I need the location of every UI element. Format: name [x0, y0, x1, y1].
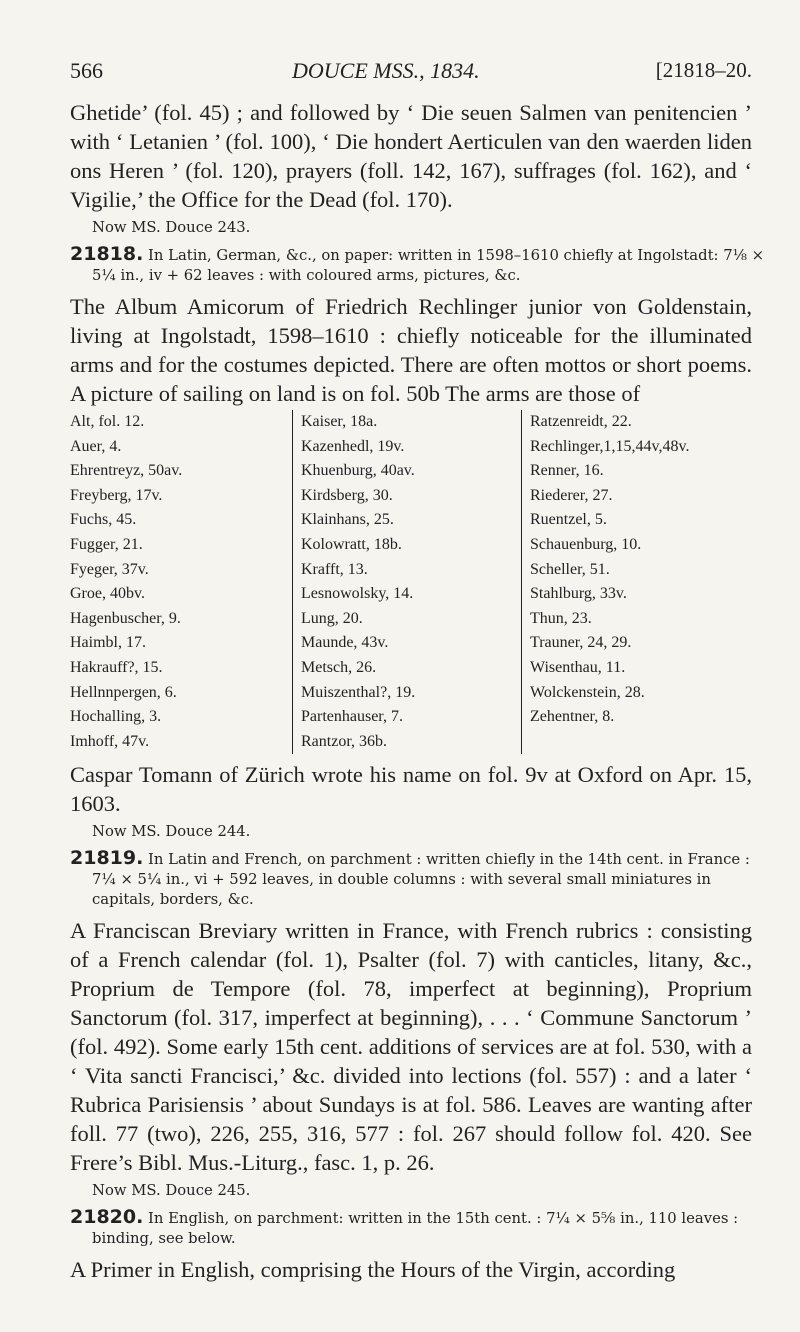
arms-entry: Rantzor, 36b.: [301, 732, 388, 750]
arms-entry: Khuenburg, 40av.: [301, 462, 415, 480]
arms-column-3: [521, 410, 760, 754]
arms-entry: Lesnowolsky, 14.: [301, 585, 414, 603]
arms-entry: Fugger, 21.: [70, 535, 143, 553]
arms-entry: Hochalling, 3.: [70, 708, 162, 726]
arms-entry: Groe, 40bv.: [70, 585, 145, 603]
arms-entry: Scheller, 51.: [530, 560, 610, 578]
entry-21820-description: [70, 1207, 774, 1249]
arms-entry: Schauenburg, 10.: [530, 535, 642, 553]
shelfmark-244: Now MS. Douce 244.: [92, 823, 251, 840]
shelfmark-243: Now MS. Douce 243.: [92, 219, 251, 236]
arms-column-1: [70, 410, 250, 754]
entry-21818-desc-text: In Latin, German, &c., on paper: written in 1598–1610 chiefly at Ingolstadt: 7⅛ × 5¼ in., iv + 62 leaves : with coloured arms, pictures, &c.: [92, 247, 765, 284]
arms-entry: Ruentzel, 5.: [530, 511, 607, 529]
running-title: DOUCE MSS., 1834.: [292, 58, 480, 83]
arms-entry: Metsch, 26.: [301, 658, 377, 676]
entry-21819-body: A Franciscan Breviary written in France, with French rubrics : consisting of a French calendar (fol. 1), Psalter (fol. 7) with canticles, litany, &c., Proprium de Tempore (fol. 78, imperfect at beginning), Proprium Sanctorum (fol. 317, imperfect at beginning), . . . ‘ Commune Sanctorum ’ (fol. 492). Some early 15th cent. additions of services are at fol. 530, with a ‘ Vita sancti Francisci,’ &c. divided into lections (fol. 557) : and a later ‘ Rubrica Parisiensis ’ about Sundays is at fol. 586. Leaves are wanting after foll. 77 (two), 226, 255, 316, 577 : fol. 267 should follow fol. 420. See Frere’s Bibl. Mus.-Liturg., fasc. 1, p. 26.: [70, 918, 752, 1175]
arms-entry: Partenhauser, 7.: [301, 708, 403, 726]
entry-21818-closing: Caspar Tomann of Zürich wrote his name on fol. 9v at Oxford on Apr. 15, 1603.: [70, 762, 752, 816]
entry-21820-number: 21820.: [70, 1206, 144, 1228]
arms-entry: Riederer, 27.: [530, 486, 613, 504]
arms-entry: Haimbl, 17.: [70, 634, 146, 652]
entry-21818-number: 21818.: [70, 243, 144, 265]
arms-entry: Wisenthau, 11.: [530, 658, 626, 676]
arms-entry: Lung, 20.: [301, 609, 363, 627]
arms-entry: Stahlburg, 33v.: [530, 585, 627, 603]
arms-entry: Rechlinger,1,15,44v,48v.: [530, 437, 690, 455]
entry-range: [21818–20.: [655, 58, 752, 82]
entry-21819-desc-text: In Latin and French, on parchment : written chiefly in the 14th cent. in France : 7¼ × 5¼ in., vi + 592 leaves, in double columns : with several small miniatures in capitals, borders, &c.: [92, 851, 750, 908]
arms-entry: Hellnnpergen, 6.: [70, 683, 177, 701]
arms-entry: Hagenbuscher, 9.: [70, 609, 181, 627]
arms-entry: Kazenhedl, 19v.: [301, 437, 405, 455]
arms-entry: Ratzenreidt, 22.: [530, 413, 632, 430]
arms-entry: Renner, 16.: [530, 462, 604, 480]
entry-21818-body: The Album Amicorum of Friedrich Rechlinger junior von Goldenstain, living at Ingolstadt, 1598–1610 : chiefly noticeable for the illuminated arms and for the costumes depicted. There are often mottos or short poems. A picture of sailing on land is on fol. 50b The arms are those of: [70, 294, 752, 406]
running-header: [70, 58, 752, 88]
arms-entry: Ehrentreyz, 50av.: [70, 462, 183, 480]
arms-entry: Hakrauff?, 15.: [70, 658, 163, 676]
arms-entry: Trauner, 24, 29.: [530, 634, 632, 652]
page-number: 566: [70, 58, 103, 83]
arms-entry: Fyeger, 37v.: [70, 560, 149, 578]
arms-entry: Kirdsberg, 30.: [301, 486, 393, 504]
arms-entry: Wolckenstein, 28.: [530, 683, 645, 701]
entry-21820-body: A Primer in English, comprising the Hours of the Virgin, according: [70, 1257, 676, 1282]
entry-21820-desc-text: In English, on parchment: written in the 15th cent. : 7¼ × 5⅝ in., 110 leaves : binding, see below.: [92, 1210, 739, 1247]
arms-entry: Freyberg, 17v.: [70, 486, 163, 504]
arms-table: [70, 410, 752, 758]
shelfmark-245: Now MS. Douce 245.: [92, 1182, 251, 1199]
arms-entry: Klainhans, 25.: [301, 511, 394, 529]
arms-entry: Krafft, 13.: [301, 560, 368, 578]
arms-entry: Auer, 4.: [70, 437, 122, 455]
arms-entry: Thun, 23.: [530, 609, 592, 627]
arms-column-2: [292, 410, 511, 754]
entry-21819-number: 21819.: [70, 847, 144, 869]
arms-entry: Imhoff, 47v.: [70, 732, 150, 750]
intro-paragraph: Ghetide’ (fol. 45) ; and followed by ‘ Die seuen Salmen van penitencien ’ with ‘ Letanien ’ (fol. 100), ‘ Die hondert Aerticulen van den waerden liden ons Heren ’ (fol. 120), prayers (foll. 142, 167), suffrages (fol. 162), and ‘ Vigilie,’ the Office for the Dead (fol. 170).: [70, 100, 752, 212]
arms-entry: Kaiser, 18a.: [301, 413, 378, 430]
arms-entry: Muiszenthal?, 19.: [301, 683, 416, 701]
arms-entry: Kolowratt, 18b.: [301, 535, 402, 553]
entry-21819-description: [70, 848, 774, 910]
arms-entry: Maunde, 43v.: [301, 634, 389, 652]
arms-entry: Fuchs, 45.: [70, 511, 137, 529]
arms-entry: Zehentner, 8.: [530, 708, 615, 726]
entry-21818-description: [70, 244, 774, 286]
arms-entry: Alt, fol. 12.: [70, 413, 145, 430]
